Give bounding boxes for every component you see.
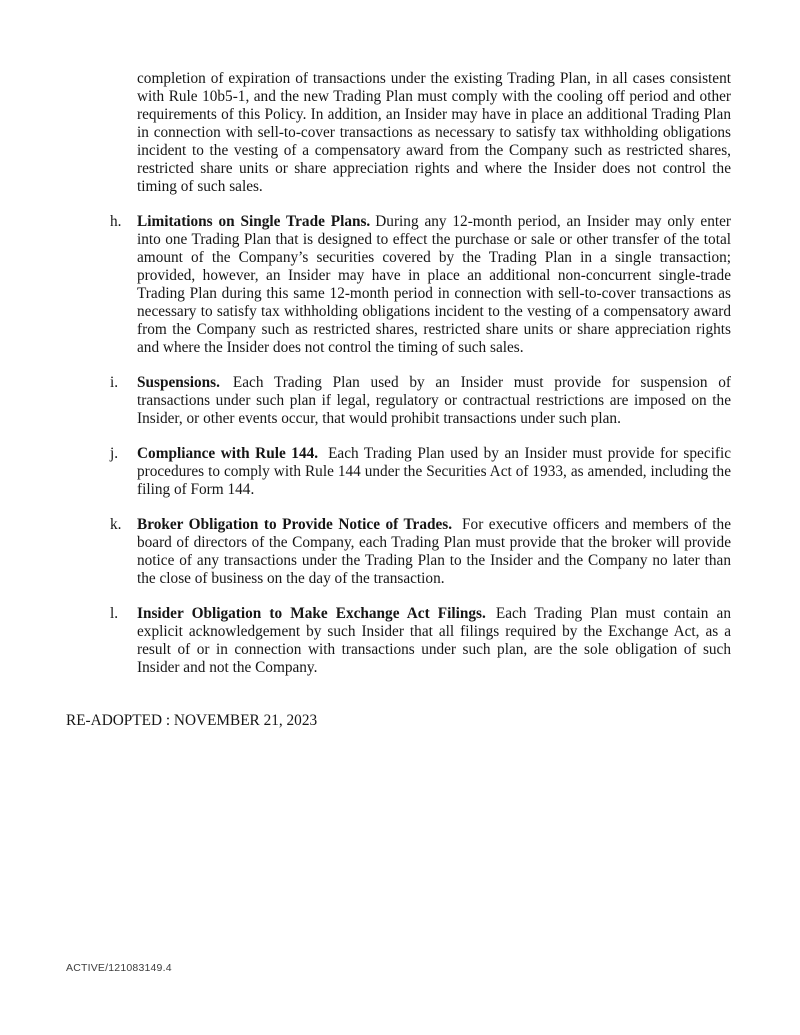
list-item-h [110, 213, 731, 357]
readoption-date-line: RE-ADOPTED : NOVEMBER 21, 2023 [66, 712, 318, 729]
continuation-paragraph: completion of expiration of transactions under the existing Trading Plan, in all cases consistent with Rule 10b5-1, and the new Trading Plan must comply with the cooling off period and other requirements of this Policy. In addition, an Insider may have in place an additional Trading Plan in connection with sell-to-cover transactions as necessary to satisfy tax withholding obligations incident to the vesting of a compensatory award from the Company such as restricted shares, restricted share units or share appreciation rights and where the Insider does not control the timing of such sales. [137, 70, 731, 195]
document-control-number: ACTIVE/121083149.4 [66, 962, 172, 974]
list-item-k [110, 516, 731, 588]
list-item-body: Each Trading Plan used by an Insider must provide for suspension of transactions under such plan if legal, regulatory or contractual restrictions are imposed on the Insider, or other events occur, that would prohibit transactions under such plan. [137, 374, 731, 427]
list-item-marker: k. [110, 516, 122, 533]
list-item-title: Insider Obligation to Make Exchange Act Filings. [137, 605, 486, 622]
list-item-body: During any 12-month period, an Insider may only enter into one Trading Plan that is designed to effect the purchase or sale or other transfer of the total amount of the Company’s securities covered by the Trading Plan in a single transaction; provided, however, an Insider may have in place an additional non-concurrent single-trade Trading Plan during this same 12-month period in connection with sell-to-cover transactions as necessary to satisfy tax withholding obligations incident to the vesting of a compensatory award from the Company such as restricted shares, restricted share units or share appreciation rights and where the Insider does not control the timing of such sales. [137, 213, 731, 356]
list-item-marker: i. [110, 374, 119, 391]
list-item-title: Suspensions. [137, 374, 220, 391]
document-body [66, 70, 731, 730]
list-item-title: Compliance with Rule 144. [137, 445, 319, 462]
list-item-marker: l. [110, 605, 119, 622]
list-item-j [110, 445, 731, 499]
list-item-title: Limitations on Single Trade Plans. [137, 213, 371, 230]
list-item-title: Broker Obligation to Provide Notice of Trades. [137, 516, 453, 533]
list-item-l [110, 605, 731, 677]
list-item-body: Each Trading Plan used by an Insider must provide for specific procedures to comply with Rule 144 under the Securities Act of 1933, as amended, including the filing of Form 144. [137, 445, 731, 498]
list-item-body: For executive officers and members of the board of directors of the Company, each Trading Plan must provide that the broker will provide notice of any transactions under the Trading Plan to the Insider and the Company no later than the close of business on the day of the transaction. [137, 516, 731, 587]
list-item-marker: h. [110, 213, 122, 230]
list-item-marker: j. [110, 445, 119, 462]
list-item-body: Each Trading Plan must contain an explicit acknowledgement by such Insider that all filings required by the Exchange Act, as a result of or in connection with transactions under such plan, are the sole obligation of such Insider and not the Company. [137, 605, 731, 676]
list-item-i [110, 374, 731, 428]
